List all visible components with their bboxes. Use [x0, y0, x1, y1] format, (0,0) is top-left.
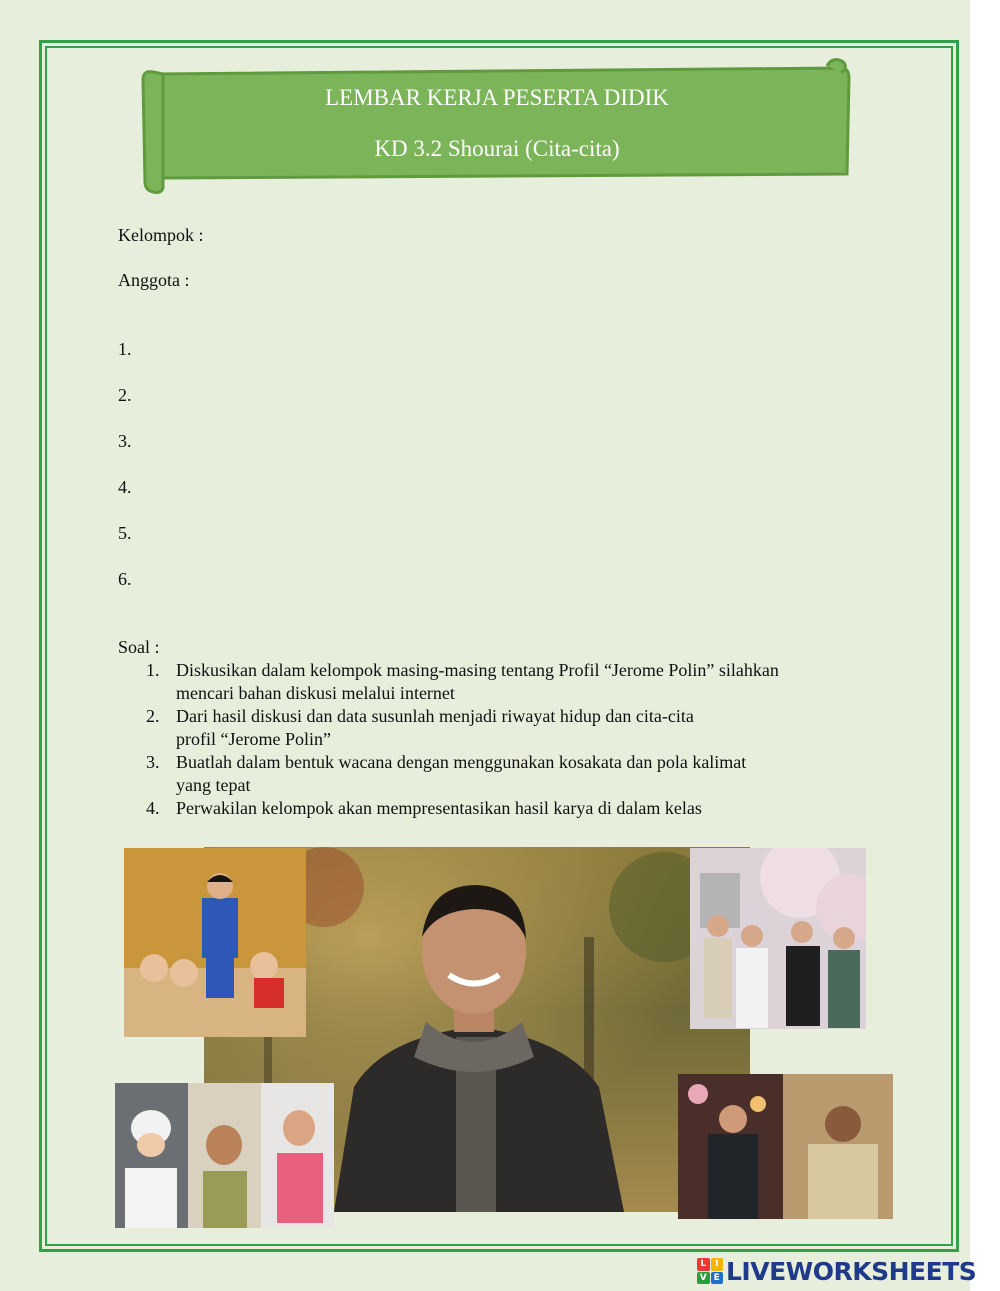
- soal-item: [146, 797, 886, 820]
- member-number: 5.: [118, 523, 132, 543]
- childhood-photo: [124, 848, 306, 1037]
- soal-item: [146, 751, 886, 797]
- banner-subtitle: KD 3.2 Shourai (Cita-cita): [374, 136, 620, 161]
- member-number: 6.: [118, 569, 132, 589]
- soal-item-line: yang tepat: [176, 775, 251, 795]
- soal-item-line: mencari bahan diskusi melalui internet: [176, 683, 455, 703]
- scroll-banner-graphic: [141, 56, 853, 196]
- liveworksheets-brand: [697, 1256, 976, 1286]
- anggota-label: Anggota :: [118, 270, 190, 290]
- soal-item-number: 2.: [146, 706, 160, 726]
- soal-item-text: [176, 751, 886, 797]
- liveworksheets-logo-icon: [697, 1258, 723, 1284]
- soal-item-text: [176, 797, 886, 820]
- growth-collage-photo: [115, 1083, 334, 1228]
- member-number: 2.: [118, 385, 132, 405]
- soal-item-text: [176, 659, 886, 705]
- member-number: 4.: [118, 477, 132, 497]
- soal-item-number: 4.: [146, 798, 160, 818]
- logo-letter: I: [711, 1258, 724, 1271]
- soal-item-line: Buatlah dalam bentuk wacana dengan menggunakan kosakata dan pola kalimat: [176, 752, 747, 772]
- soal-item-line: Dari hasil diskusi dan data susunlah menjadi riwayat hidup dan cita-cita: [176, 706, 694, 726]
- soal-item-number: 3.: [146, 752, 160, 772]
- group-photo: [690, 848, 866, 1029]
- soal-item: [146, 705, 886, 751]
- banner-title: LEMBAR KERJA PESERTA DIDIK: [325, 85, 669, 110]
- public-figure-photo: [678, 1074, 893, 1219]
- soal-label: Soal :: [118, 637, 160, 657]
- soal-item-line: profil “Jerome Polin”: [176, 729, 331, 749]
- logo-letter: E: [711, 1272, 724, 1285]
- soal-item-number: 1.: [146, 660, 160, 680]
- soal-item-text: [176, 705, 886, 751]
- soal-list: [146, 659, 886, 820]
- member-number: 1.: [118, 339, 132, 359]
- kelompok-label: Kelompok :: [118, 225, 204, 245]
- title-banner: [141, 56, 853, 196]
- soal-item-line: Diskusikan dalam kelompok masing-masing tentang Profil “Jerome Polin” silahkan: [176, 660, 779, 680]
- soal-item-line: Perwakilan kelompok akan mempresentasikan hasil karya di dalam kelas: [176, 798, 702, 818]
- brand-name: LIVEWORKSHEETS: [726, 1256, 977, 1286]
- logo-letter: L: [697, 1258, 710, 1271]
- member-number: 3.: [118, 431, 132, 451]
- logo-letter: V: [697, 1272, 710, 1285]
- soal-item: [146, 659, 886, 705]
